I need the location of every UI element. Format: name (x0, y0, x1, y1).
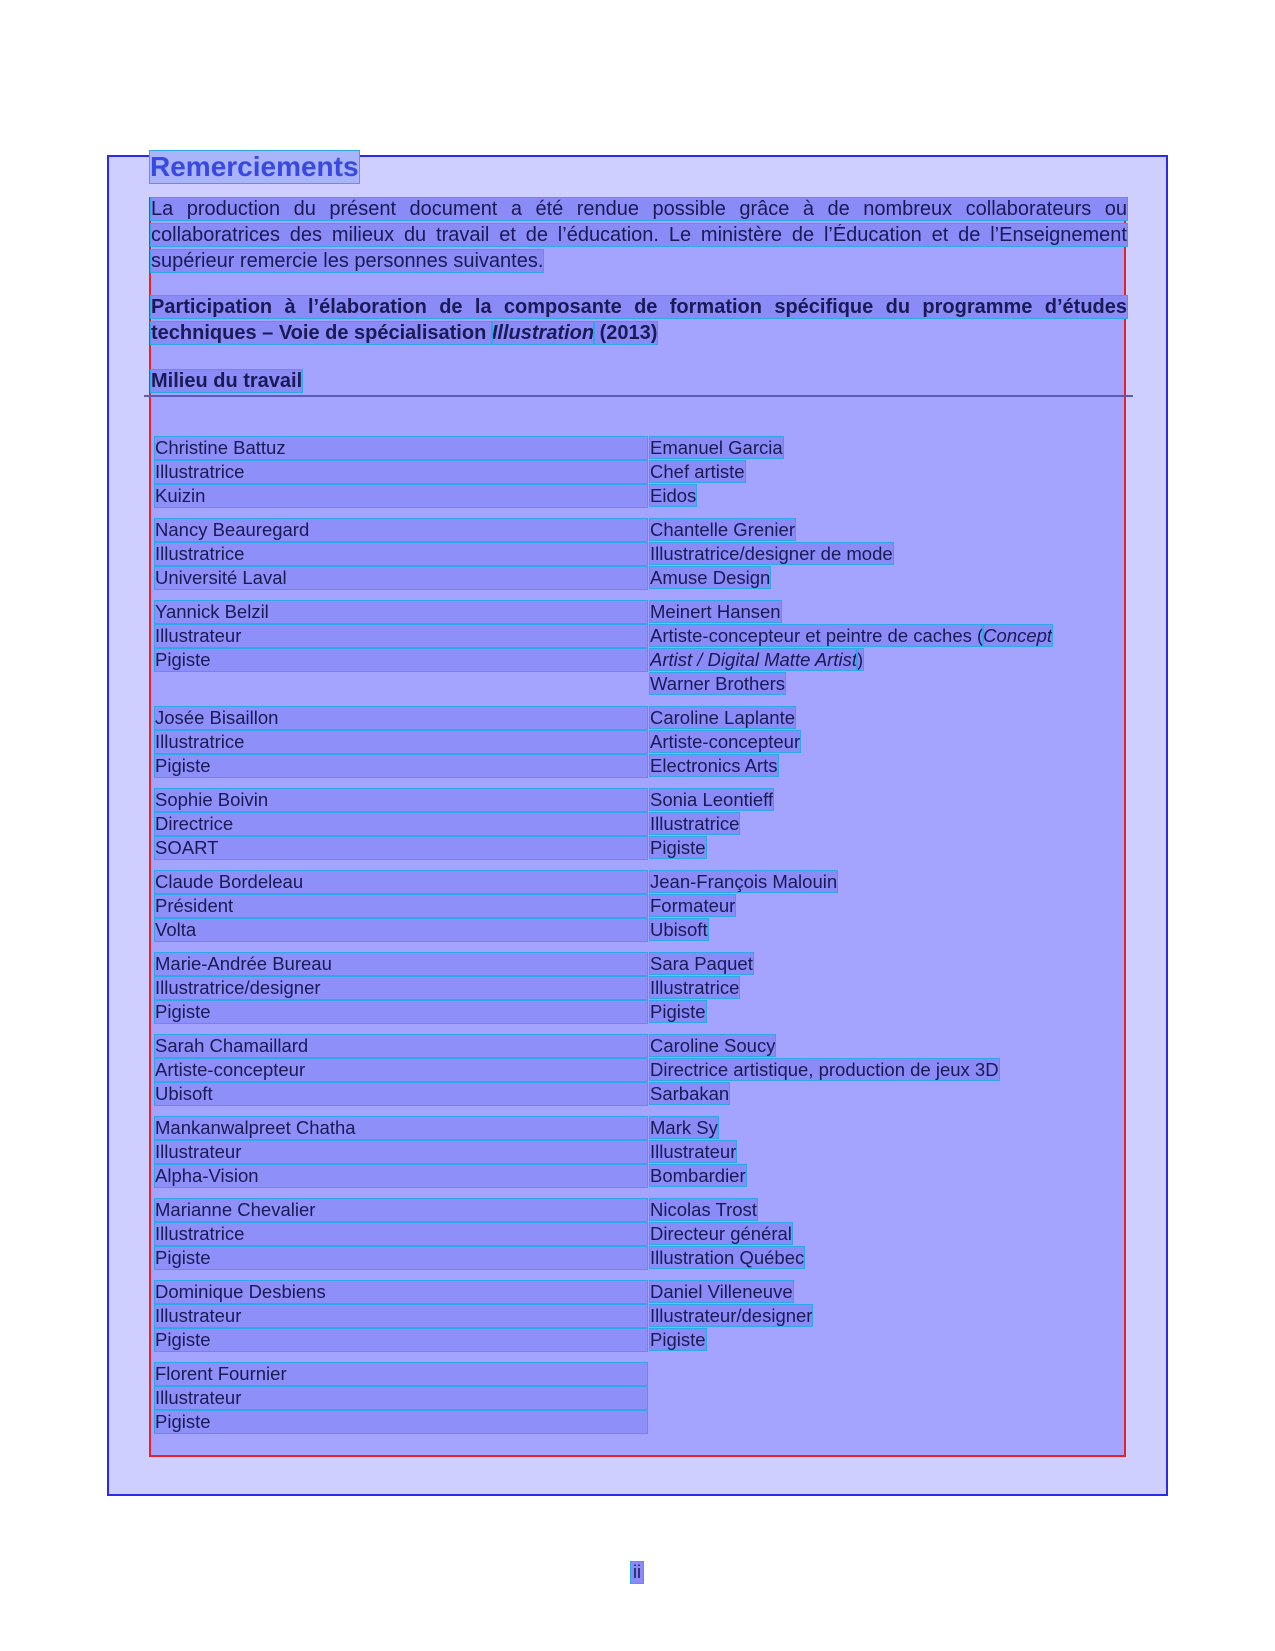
right-column (650, 437, 1120, 1363)
contact-org-row (650, 1329, 1120, 1351)
contact-org: Pigiste (155, 1001, 647, 1023)
contact-role: Formateur (650, 895, 736, 916)
contact-name: Marianne Chevalier (155, 1199, 647, 1221)
contact-name: Marie-Andrée Bureau (155, 953, 647, 975)
contact-role: Illustratrice (155, 461, 647, 483)
contact-name: Mankanwalpreet Chatha (155, 1117, 647, 1139)
contact-entry (650, 601, 1120, 695)
contact-entry (155, 1117, 647, 1187)
contact-name: Meinert Hansen (650, 601, 781, 622)
contact-org: Illustration Québec (650, 1247, 805, 1268)
contact-entry (650, 1199, 1120, 1269)
contact-name-row (650, 871, 1120, 893)
contact-org: SOART (155, 837, 647, 859)
section-heading (151, 294, 1127, 346)
contact-role: Artiste-concepteur (155, 1059, 647, 1081)
contact-org: Pigiste (155, 755, 647, 777)
section-heading-year: (2013) (594, 322, 658, 344)
contact-role: Illustratrice (650, 813, 740, 834)
contact-entry (155, 707, 647, 777)
contact-name: Daniel Villeneuve (650, 1281, 793, 1302)
contact-name: Josée Bisaillon (155, 707, 647, 729)
contact-org: Pigiste (155, 1411, 647, 1433)
contact-entry (155, 1199, 647, 1269)
contact-role-row (650, 813, 1120, 835)
contact-name: Emanuel Garcia (650, 437, 783, 458)
contact-role-row (650, 1059, 1120, 1081)
contact-name: Mark Sy (650, 1117, 718, 1138)
contact-role: Président (155, 895, 647, 917)
contact-org: Université Laval (155, 567, 647, 589)
contact-role-row (650, 895, 1120, 917)
contact-name-row (650, 601, 1120, 623)
contact-role-end: ) (856, 649, 864, 670)
contact-org-row (650, 1083, 1120, 1105)
contact-role-italic: Artist / Digital Matte Artist (650, 649, 857, 670)
contact-role: Directrice artistique, production de jeux 3D (650, 1059, 999, 1080)
contact-role: Illustrateur (155, 625, 647, 647)
contact-org: Bombardier (650, 1165, 746, 1186)
contact-entry (650, 1281, 1120, 1351)
page-number: ii (633, 1562, 641, 1582)
contact-role-italic: Concept (983, 625, 1053, 646)
contact-name-row (650, 519, 1120, 541)
contact-org-row (650, 837, 1120, 859)
contact-org: Pigiste (155, 1247, 647, 1269)
contact-entry (155, 1035, 647, 1105)
left-column (155, 437, 647, 1445)
contact-org-row (650, 1165, 1120, 1187)
contact-role-part: Artiste-concepteur et peintre de caches ( (650, 625, 984, 646)
contact-org-row (650, 1247, 1120, 1269)
contact-name: Nancy Beauregard (155, 519, 647, 541)
page-title: Remerciements (150, 151, 359, 182)
contact-role: Illustrateur (155, 1387, 647, 1409)
contact-org: Warner Brothers (650, 673, 786, 694)
contact-role: Illustratrice (155, 543, 647, 565)
contact-name: Nicolas Trost (650, 1199, 757, 1220)
contact-org: Sarbakan (650, 1083, 730, 1104)
contact-name: Jean-François Malouin (650, 871, 838, 892)
contact-org: Kuizin (155, 485, 647, 507)
contact-role-row (650, 731, 1120, 753)
contact-name: Sara Paquet (650, 953, 753, 974)
contact-name: Christine Battuz (155, 437, 647, 459)
contact-entry (155, 601, 647, 671)
contact-org: Pigiste (650, 837, 706, 858)
contact-role: Illustratrice (155, 731, 647, 753)
contact-org: Ubisoft (650, 919, 708, 940)
contact-name-row (650, 1035, 1120, 1057)
contact-org-row (650, 1001, 1120, 1023)
contact-entry (155, 437, 647, 507)
intro-paragraph (151, 196, 1127, 274)
contact-entry (650, 953, 1120, 1023)
contact-name-row (650, 1281, 1120, 1303)
contact-entry (650, 789, 1120, 859)
contact-role: Illustratrice/designer (155, 977, 647, 999)
intro-text: La production du présent document a été rendue possible grâce à de nombreux collaborateurs ou collaboratrices des milieux du travail et de l’éducation. Le ministère de l’Éducation et de l’Enseignement supérieur remercie les personnes suivantes. (151, 198, 1127, 272)
section-heading-italic: Illustration (491, 322, 595, 344)
contact-role: Illustrateur (155, 1305, 647, 1327)
contact-role: Illustratrice (650, 977, 740, 998)
contact-name-row (650, 1117, 1120, 1139)
contact-name: Sonia Leontieff (650, 789, 774, 810)
contact-name-row (650, 789, 1120, 811)
contact-org: Pigiste (650, 1329, 706, 1350)
contact-org: Electronics Arts (650, 755, 778, 776)
contact-name-row (650, 953, 1120, 975)
subsection-heading-text: Milieu du travail (151, 370, 303, 392)
contact-entry (650, 1035, 1120, 1105)
contact-org: Alpha-Vision (155, 1165, 647, 1187)
contact-role-row (650, 1305, 1120, 1327)
contact-org: Pigiste (650, 1001, 706, 1022)
contact-role-row (650, 1141, 1120, 1163)
contact-org: Eidos (650, 485, 697, 506)
contact-role: Directrice (155, 813, 647, 835)
contact-org: Pigiste (155, 649, 647, 671)
section-heading-text: Participation à l’élaboration de la composante de formation spécifique du programme d’études techniques – Voie de spécialisation (151, 296, 1127, 344)
contact-name: Sophie Boivin (155, 789, 647, 811)
subsection-heading (151, 368, 302, 394)
contact-name-row (650, 1199, 1120, 1221)
contact-name-row (650, 437, 1120, 459)
contact-entry (155, 789, 647, 859)
contact-entry (155, 871, 647, 941)
contact-name: Chantelle Grenier (650, 519, 795, 540)
contact-org-row (650, 567, 1120, 589)
contact-entry (155, 1363, 647, 1433)
contact-name: Dominique Desbiens (155, 1281, 647, 1303)
contact-role: Illustratrice/designer de mode (650, 543, 893, 564)
contact-role-row (650, 461, 1120, 483)
contact-role: Illustrateur/designer (650, 1305, 813, 1326)
contact-entry (650, 871, 1120, 941)
contact-name: Caroline Laplante (650, 707, 796, 728)
contact-entry (155, 519, 647, 589)
contact-name: Claude Bordeleau (155, 871, 647, 893)
contact-role: Illustrateur (650, 1141, 737, 1162)
contact-role: Artiste-concepteur (650, 731, 801, 752)
contact-org-row (650, 919, 1120, 941)
contact-role-row (650, 977, 1120, 999)
contact-name: Florent Fournier (155, 1363, 647, 1385)
contact-name: Caroline Soucy (650, 1035, 776, 1056)
contact-org: Amuse Design (650, 567, 771, 588)
contact-org-row (650, 755, 1120, 777)
contact-org-row (650, 485, 1120, 507)
contact-name-row (650, 707, 1120, 729)
contact-org: Ubisoft (155, 1083, 647, 1105)
contact-role-row (650, 625, 1120, 647)
contact-org-row (650, 673, 1120, 695)
contact-entry (155, 1281, 647, 1351)
contact-role-row (650, 649, 1120, 671)
contact-entry (650, 519, 1120, 589)
contact-name: Sarah Chamaillard (155, 1035, 647, 1057)
contact-role-row (650, 1223, 1120, 1245)
contact-org: Pigiste (155, 1329, 647, 1351)
contact-entry (650, 707, 1120, 777)
divider (144, 395, 1133, 397)
contact-entry (155, 953, 647, 1023)
contact-role: Directeur général (650, 1223, 792, 1244)
contact-role: Illustrateur (155, 1141, 647, 1163)
contact-role: Illustratrice (155, 1223, 647, 1245)
contact-entry (650, 437, 1120, 507)
contact-org: Volta (155, 919, 647, 941)
contact-role-row (650, 543, 1120, 565)
contact-entry (650, 1117, 1120, 1187)
contact-name: Yannick Belzil (155, 601, 647, 623)
contact-role: Chef artiste (650, 461, 745, 482)
